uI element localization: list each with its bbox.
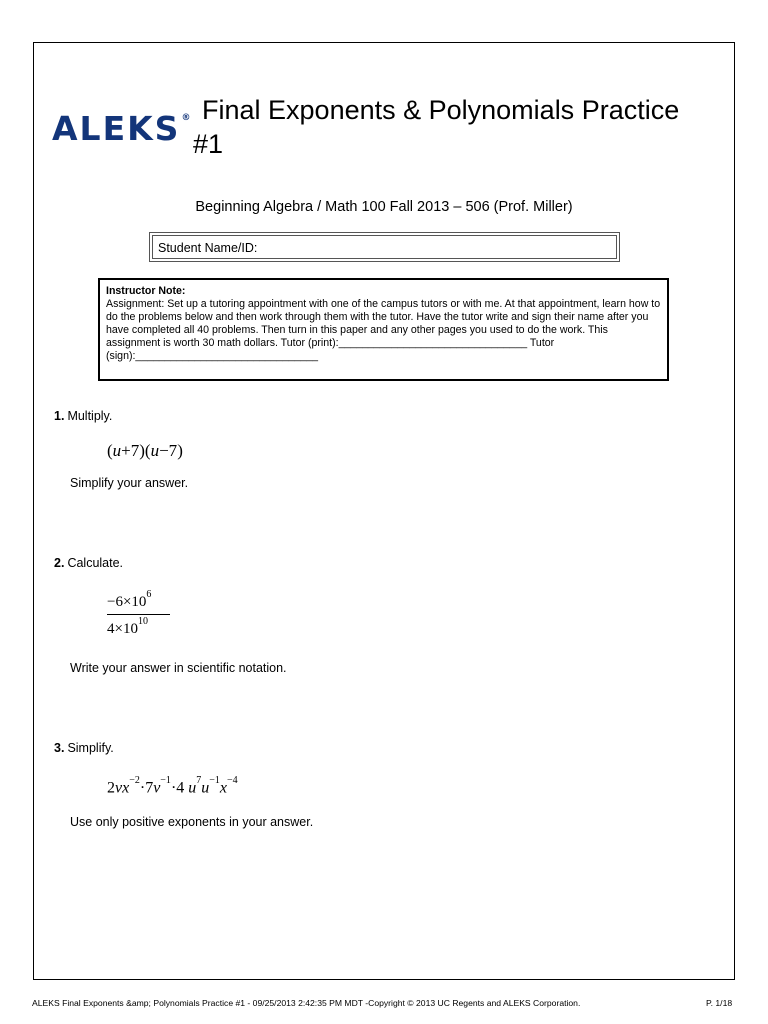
- question-number: 1.: [54, 409, 65, 423]
- page-frame: [33, 42, 735, 980]
- instructor-note-heading: Instructor Note:: [106, 285, 186, 297]
- instructor-note-body: Assignment: Set up a tutoring appointment with one of the campus tutors or with me. At that appointment, learn how to do the problems below and then work through them with the tutor. Have the tutor write and sign their name after you have completed all 40 problems. Then turn in this paper and any other pages you used to do the work. This assignment is worth 30 math dollars. Tutor (print):________________________________ Tutor (sign):_______________________________: [106, 298, 661, 362]
- question-1-instruction: Simplify your answer.: [70, 476, 189, 490]
- question-2-expression: [107, 589, 169, 638]
- footer-copyright: ALEKS Final Exponents &amp; Polynomials Practice #1 - 09/25/2013 2:42:35 PM MDT -Copyright © 2013 UC Regents and ALEKS Corporation.: [32, 998, 581, 1008]
- question-prompt: Simplify.: [67, 741, 114, 755]
- course-line: Beginning Algebra / Math 100 Fall 2013 – 506 (Prof. Miller): [195, 199, 573, 215]
- question-3: [54, 741, 114, 755]
- question-2: [54, 556, 123, 570]
- question-1-expression: (u+7)(u−7): [107, 441, 183, 460]
- aleks-logo: ALEKS®: [52, 109, 191, 148]
- question-number: 3.: [54, 741, 65, 755]
- question-prompt: Multiply.: [67, 409, 113, 423]
- question-3-instruction: Use only positive exponents in your answer.: [70, 815, 314, 829]
- question-1: [54, 409, 112, 423]
- fraction-bar: [107, 614, 170, 615]
- question-number: 2.: [54, 556, 65, 570]
- instructor-note: [98, 278, 669, 381]
- student-name-field[interactable]: [149, 232, 620, 262]
- fraction-numerator: $-6\times 10^6$: [107, 589, 152, 610]
- fraction-denominator: $4\times 10^{10}$: [107, 616, 148, 637]
- page-number: P. 1/18: [706, 998, 733, 1008]
- question-prompt: Calculate.: [67, 556, 124, 570]
- page-title: Final Exponents & Polynomials Practice #1: [193, 95, 680, 159]
- student-name-label: Student Name/ID:: [158, 241, 258, 255]
- question-3-expression: $2vx^{-2}\cdot 7v^{-1}\cdot 4$ $u^7u^{-1}x^{-4}$: [107, 775, 238, 797]
- question-2-instruction: Write your answer in scientific notation.: [70, 661, 287, 675]
- registered-mark: ®: [181, 113, 191, 123]
